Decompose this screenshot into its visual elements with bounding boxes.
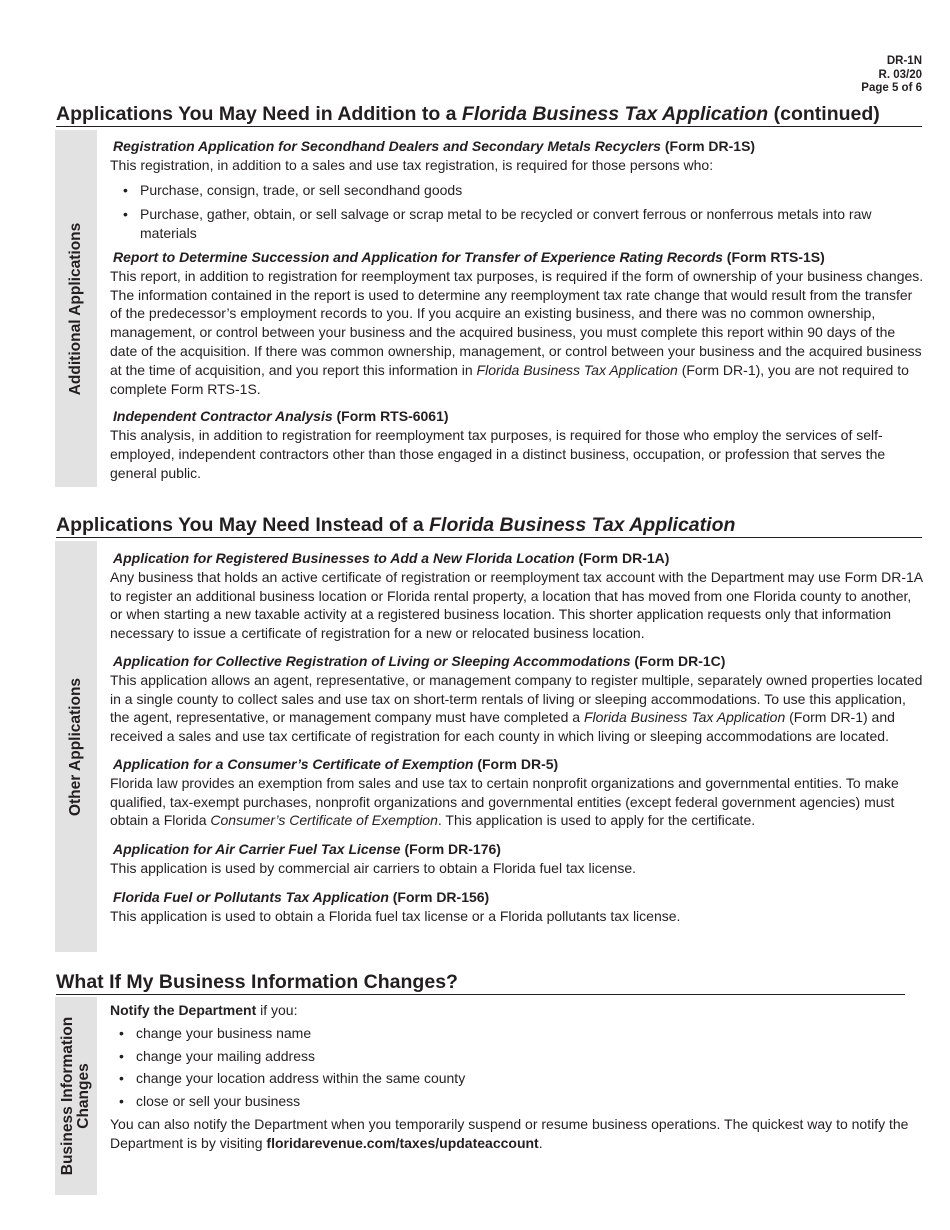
sidebar-label: Business Information Changes: [59, 1016, 92, 1176]
subheading-dr156: Florida Fuel or Pollutants Tax Application (Form DR-156): [113, 888, 490, 905]
subheading-rts6061: Independent Contractor Analysis (Form RTS-6061): [113, 408, 449, 425]
paragraph-dr156: This application is used to obtain a Florida fuel tax license or a Florida pollutants tax license.: [110, 907, 681, 924]
page-number: Page 5 of 6: [861, 82, 922, 94]
section-title-instead: Applications You May Need Instead of a Florida Business Tax Application: [56, 513, 922, 538]
section-title-additional: Applications You May Need in Addition to a Florida Business Tax Application (continued): [56, 102, 922, 127]
section-title-changes: What If My Business Information Changes?: [56, 970, 905, 995]
list-item: • change your business name: [106, 1024, 925, 1043]
update-account-link[interactable]: floridarevenue.com/taxes/updateaccount: [266, 1134, 539, 1151]
sidebar-label: Additional Applications: [67, 222, 84, 395]
list-item: • change your location address within the same county: [106, 1069, 925, 1088]
sidebar-other-applications: [55, 541, 97, 952]
list-item: • Purchase, consign, trade, or sell secondhand goods: [110, 181, 925, 200]
section-additional-content: [110, 137, 925, 483]
form-revision: R. 03/20: [878, 68, 922, 81]
subheading-dr1s: Registration Application for Secondhand Dealers and Secondary Metals Recyclers (Form DR-1S): [113, 138, 756, 154]
section-changes-content: [110, 1001, 925, 1153]
section-instead-content: [110, 549, 925, 925]
subheading-dr176: Application for Air Carrier Fuel Tax License (Form DR-176): [113, 841, 501, 858]
form-id: DR-1N: [886, 55, 922, 67]
subheading-dr1a: Application for Registered Businesses to Add a New Florida Location (Form DR-1A): [113, 550, 670, 566]
list-item: • close or sell your business: [106, 1092, 925, 1111]
bullet-list-dr1s: [110, 181, 925, 243]
notify-heading: Notify the Department if you:: [110, 1002, 298, 1018]
sidebar-business-information-changes: [55, 997, 97, 1195]
list-item: • Purchase, gather, obtain, or sell salvage or scrap metal to be recycled or convert ferrous or nonferrous metals into raw materials: [110, 205, 925, 243]
paragraph-dr5: Florida law provides an exemption from sales and use tax to certain nonprofit organizations and governmental entities. To make qualified, tax-exempt purchases, nonprofit organizations and governmental entities (except federal government agencies) must obtain a Florida Consumer’s Certificate of Exemption. This application is used to apply for the certificate.: [110, 774, 899, 829]
bullet-list-changes: [106, 1024, 925, 1111]
paragraph-dr176: This application is used by commercial air carriers to obtain a Florida fuel tax license.: [110, 859, 637, 876]
subheading-dr1c: Application for Collective Registration of Living or Sleeping Accommodations (Form DR-1C): [113, 652, 726, 669]
paragraph-dr1c: This application allows an agent, representative, or management company to register multiple, separately owned properties located in a single county to collect sales and use tax on short-term rentals of living or sleeping accommodations. To use this application, the agent, representative, or management company must have completed a Florida Business Tax Application (Form DR-1) and received a sales and use tax certificate of registration for each county in which living or sleeping accommodations are located.: [110, 671, 923, 745]
subheading-dr5: Application for a Consumer’s Certificate of Exemption (Form DR-5): [113, 755, 559, 772]
form-header: [861, 55, 922, 96]
sidebar-additional-applications: [55, 130, 97, 487]
paragraph-rts6061: This analysis, in addition to registration for reemployment tax purposes, is required for those who employ the services of self-employed, independent contractors other than those engaged in a distinct business, occupation, or profession that serves the general public.: [110, 427, 886, 481]
paragraph-closing: You can also notify the Department when you temporarily suspend or resume business operations. The quickest way to notify the Department is by visiting floridarevenue.com/taxes/updateaccount.: [110, 1115, 909, 1151]
sidebar-label: Other Applications: [67, 677, 84, 816]
paragraph-dr1a: Any business that holds an active certificate of registration or reemployment tax account with the Department may use Form DR-1A to register an additional business location or Florida rental property, a location that has moved from one Florida county to another, or when starting a new taxable activity at a registered business location. This shorter application requests only that information necessary to issue a certificate of registration for a new or relocated business location.: [110, 568, 923, 642]
paragraph-dr1s-intro: This registration, in addition to a sales and use tax registration, is required for those persons who:: [110, 156, 714, 173]
list-item: • change your mailing address: [106, 1047, 925, 1066]
subheading-rts1s: Report to Determine Succession and Application for Transfer of Experience Rating Records (Form RTS-1S): [113, 248, 825, 265]
paragraph-rts1s: This report, in addition to registration for reemployment tax purposes, is required if the form of ownership of your business changes. The information contained in the report is used to determine any reemployment tax rate change that would result from the transfer of the predecessor’s employment records to you. If you acquire an existing business, and there was no common ownership, management, or control between your business and the acquired business, you must complete this report within 90 days of the date of the acquisition. If there was common ownership, management, or control between your business and the acquired business at the time of acquisition, and you report this information in Florida Business Tax Application (Form DR-1), you are not required to complete Form RTS-1S.: [110, 267, 924, 397]
